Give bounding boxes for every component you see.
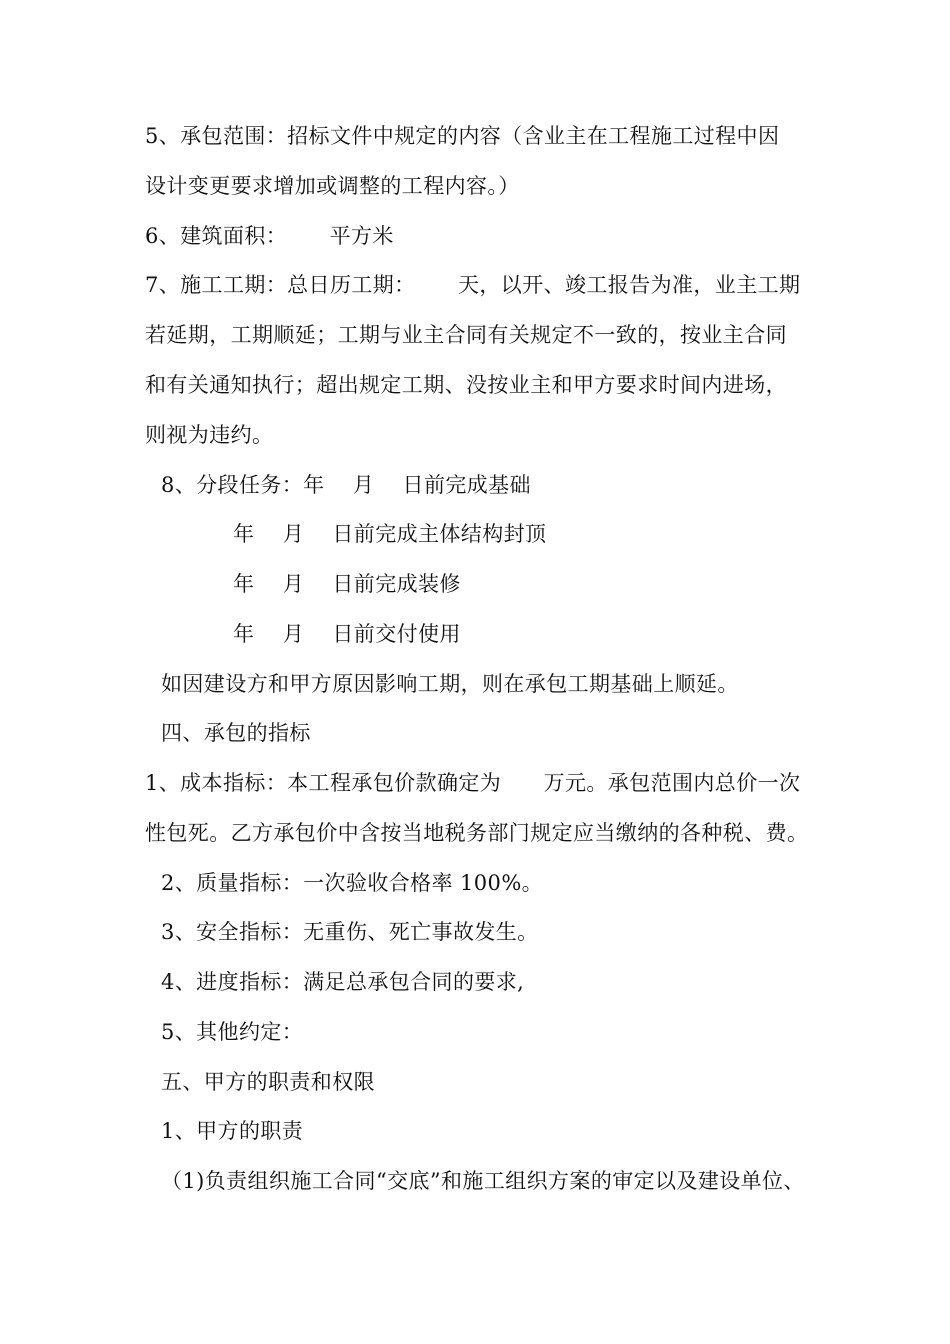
section-heading-party-a-duties: 五、甲方的职责和权限 (161, 1070, 375, 1094)
doc-line-construction-period-cont1: 若延期，工期顺延；工期与业主合同有关规定不一致的，按业主合同 (145, 323, 787, 347)
doc-line-stage-tasks: 8、分段任务：年 月 日前完成基础 (161, 473, 531, 497)
doc-line-party-a-duties: 1、甲方的职责 (161, 1119, 304, 1143)
doc-line-other-agreement: 5、其他约定： (161, 1020, 304, 1044)
doc-line-construction-period-cont2: 和有关通知执行；超出规定工期、没按业主和甲方要求时间内进场， (145, 373, 787, 397)
doc-line-stage-task-delivery: 年 月 日前交付使用 (233, 622, 461, 646)
doc-line-scope-cont: 设计变更要求增加或调整的工程内容。） (145, 174, 520, 198)
doc-line-cost-indicator: 1、成本指标：本工程承包价款确定为 万元。承包范围内总价一次 (145, 771, 801, 795)
doc-line-safety-indicator: 3、安全指标：无重伤、死亡事故发生。 (161, 920, 539, 944)
doc-line-delay-clause: 如因建设方和甲方原因影响工期，则在承包工期基础上顺延。 (161, 672, 739, 696)
doc-line-construction-period: 7、施工工期：总日历工期： 天，以开、竣工报告为准，业主工期 (145, 273, 801, 297)
doc-line-party-a-duty-1: （1)负责组织施工合同“交底”和施工组织方案的审定以及建设单位、 (161, 1169, 805, 1193)
doc-line-scope: 5、承包范围：招标文件中规定的内容（含业主在工程施工过程中因 (145, 124, 780, 148)
doc-line-stage-task-structure: 年 月 日前完成主体结构封顶 (233, 522, 547, 546)
doc-line-stage-task-decoration: 年 月 日前完成装修 (233, 572, 461, 596)
doc-line-construction-period-cont3: 则视为违约。 (145, 423, 274, 447)
doc-line-progress-indicator: 4、进度指标：满足总承包合同的要求, (161, 970, 525, 994)
section-heading-indicators: 四、承包的指标 (161, 721, 311, 745)
doc-line-building-area: 6、建筑面积： 平方米 (145, 224, 394, 248)
doc-line-cost-indicator-cont: 性包死。乙方承包价中含按当地税务部门规定应当缴纳的各种税、费。 (145, 821, 809, 845)
doc-line-quality-indicator: 2、质量指标：一次验收合格率 100%。 (161, 871, 544, 895)
